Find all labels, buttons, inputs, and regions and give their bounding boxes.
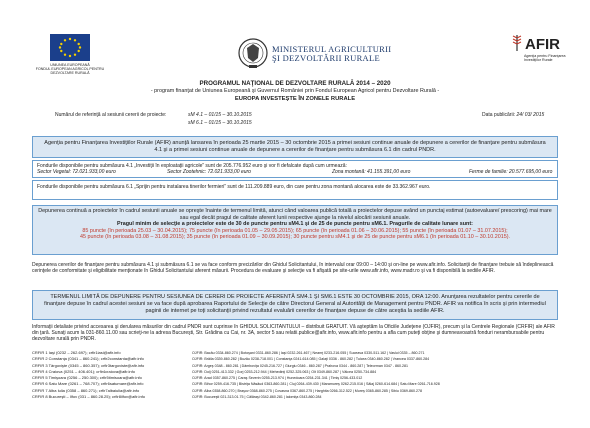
crest-icon: [238, 36, 268, 72]
selection-threshold: Pragul minim de selecţie a proiectelor este de 30 de puncte pentru sM4.1 şi de 25 de puncte pentru sM6.1. Pragurile de calitate lunare sunt:: [117, 221, 473, 228]
crfir-item: CRFIR 3 Târgovişte (0345 – 860.357); crfir3targoviste@afir.info: [32, 362, 145, 368]
program-slogan: EUROPA INVESTEŞTE ÎN ZONELE RURALE: [234, 96, 356, 102]
crfir-item: CRFIR 2 Constanţa (0341 – 860.241); crfir2constanta@afir.info: [32, 356, 144, 362]
publication-label: Data publicării:: [482, 112, 516, 118]
crfir-item: CRFIR 5 Timişoara (0256 – 250.300); crfir5timisoara@afir.info: [32, 375, 142, 381]
funds-61-box: Fondurile disponibile pentru submăsura 6.1 „Sprijin pentru instalarea tinerilor fermieri” sunt de 111.209.889 euro, din care pentru zona montană alocarea este de 33.362.967 euro.: [32, 180, 558, 200]
ojfir-item: OJFIR: Bihor 0259-416.735 | Bistriţa Năsăud 0363-860.281 | Cluj 0264-439.430 | Maramureş 0262-215.016 | Sălaj 0260-614.684 | Satu Mare 0261-716.928: [192, 382, 440, 387]
session-ref-61: sM 6.1 – 01/15 – 30.10.2015: [188, 120, 252, 127]
ojfir-list: [192, 350, 558, 400]
session-label: Numărul de referinţă al sesiunii cererii de proiecte:: [55, 112, 167, 118]
ministry-line-2: ŞI DEZVOLTĂRII RURALE: [272, 53, 380, 63]
crfir-item: CRFIR 1 Iaşi (0232 – 262.697); crfir1iasi@afir.info: [32, 350, 121, 355]
ojfir-item: OJFIR: Bucureşti 021-313.01.75 | Călăraşi 0342-860.281 | Ialomiţa 0343-860.284: [192, 395, 322, 400]
ojfir-item: OJFIR: Arad 0357-860.275 | Caraş Severin 0255-213.974 | Hunedoara 0254-231.341 | Timiş 0256-433.012: [192, 376, 363, 381]
crfir-item: CRFIR 7 Alba Iulia (0358 – 860.271); crfir7albaiulia@afir.info: [32, 387, 140, 393]
publication-date: [482, 112, 544, 118]
crfir-item: CRFIR 6 Satu Mare (0261 – 768.707); crfir6satumare@afir.info: [32, 381, 144, 387]
funds-41-line: Fondurile disponibile pentru submăsura 4.1 „Investiţii în exploataţii agricole” sunt de 205.776.952 euro şi vor fi defalcate după cum urmează:: [37, 163, 347, 169]
crfir-list: [32, 350, 190, 400]
program-subtitle: - program finanţat de Uniunea Europeană şi Guvernul României prin Fondul European Agricol pentru Dezvoltare Rurală -: [150, 88, 440, 94]
submission-text: Depunerea cererilor de finanţare pentru submăsura 4.1 şi submăsura 6.1 se va face conform precizărilor din Ghidul Solicitantului, în intervalul orar 09:00 – 14:00 şi on-line pe www.afir.info. Solicitanţii de finanţare trebuie să îndeplinească cerinţele de conformitate şi eligibilitate menţionate în Ghidul Solicitantului aferent măsurii. Procedura de evaluare şi selecţie va fi afişată pe site-urile www.afir.info, www.madr.ro şi va fi disponibilă la sediile AFIR.: [32, 262, 554, 275]
selection-text: Depunerea continuă a proiectelor în cadrul sesiunii anuale se opreşte înainte de termenul limită, atunci când valoarea publică totală a proiectelor depuse având un punctaj estimat (autoevaluare/ prescoring) mai mare sau egal decât pragul de calitate aferent lunii respective ajunge la nivelul alocării sesiunii anuale.: [38, 208, 552, 221]
publication-value: 24/ 03/ 2015: [516, 112, 545, 118]
ojfir-item: OJFIR: Alba 0358-860.270 | Braşov 0368-860.275 | Covasna 0367-860.275 | Harghita 0266-312.522 | Mureş 0365-860.285 | Sibiu 0369-860.278: [192, 388, 423, 393]
wheat-icon: [510, 34, 524, 52]
ojfir-item: OJFIR: Bacău 0334-860.274 | Botoşani 0331-860.286 | Iaşi 0232-261.467 | Neamţ 0233-216.055 | Suceava 0330-511.162 | Vaslui 0335 – 860.271: [192, 351, 425, 355]
ministry-line-1: MINISTERUL AGRICULTURII: [272, 44, 392, 54]
program-title: PROGRAMUL NAŢIONAL DE DEZVOLTARE RURALĂ 2014 – 2020: [199, 80, 391, 87]
ojfir-item: OJFIR: Argeş 0348 - 860.281 | Dâmboviţa 0245-216.727 | Giurgiu 0346 - 860.287 | Prahova 0344 - 860.287 | Teleorman 0347 - 860.281: [192, 363, 409, 368]
selection-red-2: 45 puncte (în perioada 03.08 – 31.08.2015); 35 puncte (în perioada 01.09 – 30.09.2015); 30 puncte pentru sM4.1 şi de 25 de puncte pentru sM6.1 (în perioada 01.10 – 30.10.2015).: [79, 234, 511, 241]
funds-ferme: Ferme de familie: 20.577.695,00 euro: [469, 169, 553, 176]
ministry-crest: [238, 36, 268, 72]
deadline-box: TERMENUL LIMITĂ DE DEPUNERE PENTRU SESIUNEA DE CERERI DE PROIECTE AFERENTĂ SM4.1 ŞI SM6.1 ESTE 30 OCTOMBRIE 2015, ORA 12:00. Anunţarea rezultatelor pentru cererile de finanţare depuse în cadrul acestei sesiuni se va face după aprobarea Raportului de Selecţie de către Directorul General al Autorităţii de Management pentru PNDR. AFIR va notifica în scris şi prin intermediul paginii de internet pe toţi solicitanţii privind rezultatul evaluării cererilor de finanţare depuse de către aceştia la sediile AFIR.: [32, 290, 558, 320]
ojfir-item: OJFIR: Brăila 0339-860.282 | Buzău 0238-718.001 | Constanţa 0241-614.085 | Galaţi 0336 - 860.282 | Tulcea 0340-860.282 | Vrancea 0337-860.284: [192, 357, 430, 362]
session-ref-41: sM 4.1 – 01/15 – 30.10.2015: [188, 112, 252, 118]
crfir-item: CRFIR 4 Craiova (0251 – 406.401); crfir4craiova@afir.info: [32, 368, 135, 374]
ojfir-item: OJFIR: Dolj 0251-413.332 | Gorj 0253-212.944 | Mehedinţi 0252-325.063 | Olt 0349-860.287 | Vâlcea 0250-734.884: [192, 369, 377, 374]
selection-box: [32, 205, 558, 255]
eu-caption: UNIUNEA EUROPEANĂ FONDUL EUROPEAN AGRICOL PENTRU DEZVOLTARE RURALĂ: [35, 63, 105, 76]
info-text: Informaţii detaliate privind accesarea şi derularea măsurilor din cadrul PNDR sunt cuprinse în GHIDUL SOLICITANTULUI – distribuit GRATUIT. Vă aşteptăm la Oficiile Judeţene (OJFIR), precum şi la Centrele Regionale (CRFIR) ale AFIR din ţară. Sunaţi acum la 031-860.11.00 sau scrieţi-ne la adresa Bucureşti, Str. Grădina cu Cai, nr. 3A, sector 5 sau relatii.publice@afir.info, www.afir.info pentru a afla cum puteţi obţine şi dumneavoastră fonduri nerambursabile pentru dezvoltare rurală prin PNDR.: [32, 324, 555, 343]
funds-veg: Sector Vegetal: 72.021.933,00 euro: [37, 169, 116, 176]
funds-mont: Zona montană: 41.155.391,00 euro: [332, 169, 411, 176]
crfir-item: CRFIR 8 Bucureşti – Ilfov (031 – 860.28.25); crfir8ilfov@afir.info: [32, 394, 145, 400]
afir-mark: [510, 34, 524, 52]
afir-logo-text: AFIR: [525, 36, 560, 53]
afir-caption: Agenţia pentru Finanţarea Investiţiilor Rurale: [524, 54, 566, 63]
funds-zoo: Sector Zootehnic: 72.021.933,00 euro: [167, 169, 251, 176]
launch-notice: Agenţia pentru Finanţarea Investiţiilor Rurale (AFIR) anunţă lansarea în perioada 25 martie 2015 – 30 octombrie 2015 a primei sesiuni continue anuale de depunere a cererilor de finanţare pentru submăsura 4.1 şi a primei sesiuni continue anuale de depunere a cererilor de finanţare pentru submăsura 6.1 din cadrul PNDR.: [32, 136, 558, 158]
funds-41-box: [32, 160, 558, 178]
selection-red-1: 85 puncte (în perioada 25.03 – 30.04.2015); 75 puncte (în perioada 01.05 – 29.05.2015); 65 puncte (în perioada 01.06 – 30.06.2015); 55 puncte (în perioada 01.07 – 31.07.2015);: [82, 227, 508, 234]
